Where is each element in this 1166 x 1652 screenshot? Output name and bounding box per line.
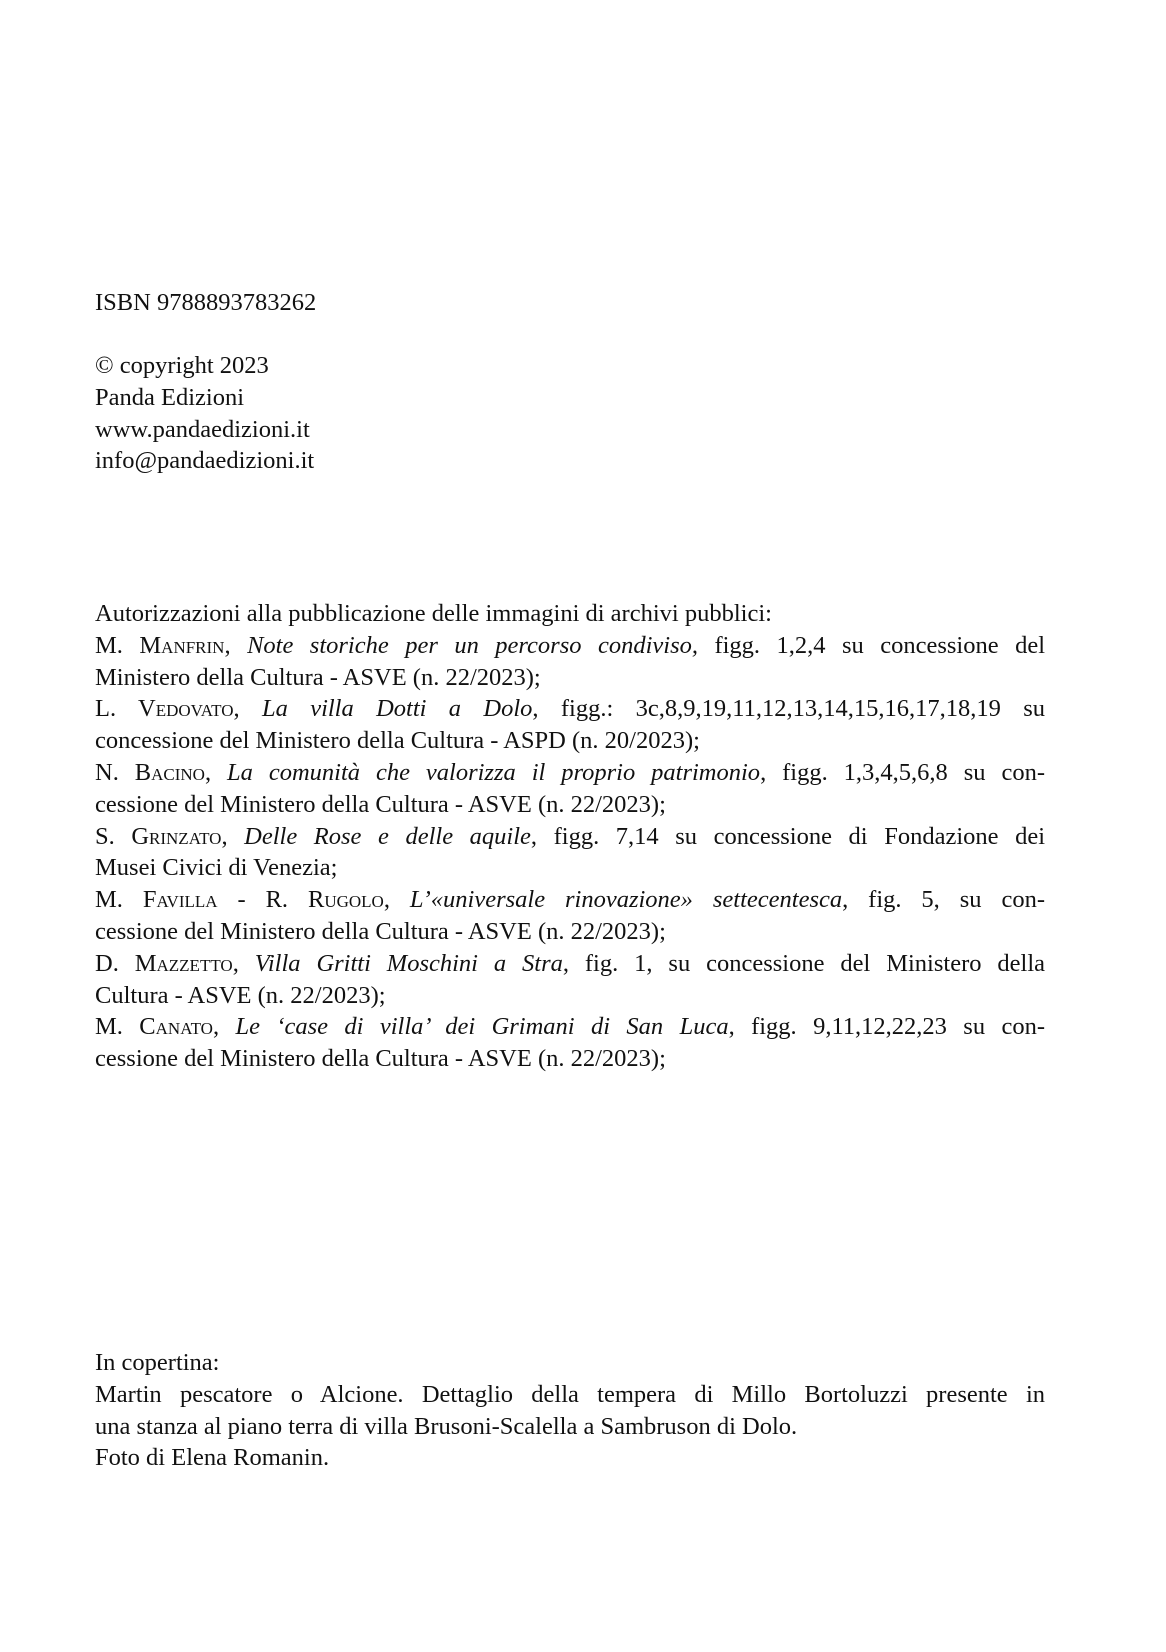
separator: , (204, 758, 228, 786)
cover-credits-section (95, 1347, 1045, 1474)
separator: , (221, 822, 245, 850)
separator: , (233, 695, 262, 723)
authorization-entry-line (95, 693, 1045, 725)
authorization-entry-line (95, 1011, 1045, 1043)
author-initial: M. F (95, 886, 157, 914)
essay-title: Le ‘case di villa’ dei Grimani di San Luca (235, 1013, 729, 1041)
authorization-entry-continuation: concessione del Ministero della Cultura - ASPD (n. 20/2023); (95, 727, 700, 755)
author-surname: edovato (155, 695, 234, 723)
author-initial: L. V (95, 695, 156, 723)
figures-text: , figg.: 3c,8,9,19,11,12,13,14,15,16,17,18,19 su (532, 695, 1046, 723)
publisher-email: info@pandaedizioni.it (95, 447, 315, 475)
essay-title: La villa Dotti a Dolo (261, 695, 533, 723)
separator: , (224, 631, 248, 659)
author-initial: M. C (95, 1013, 156, 1041)
author-initial: S. G (95, 822, 150, 850)
copyright-section (95, 350, 1045, 477)
isbn-section (95, 287, 1045, 319)
author-surname: avilla (156, 886, 218, 914)
author-surname: anato (155, 1013, 213, 1041)
author-initial: M. M (95, 631, 162, 659)
authorization-entry-continuation: cessione del Ministero della Cultura - ASVE (n. 22/2023); (95, 790, 666, 818)
authorizations-heading: Autorizzazioni alla pubblicazione delle immagini di archivi pubblici: (95, 600, 772, 627)
isbn-line: ISBN 9788893783262 (95, 289, 317, 316)
separator: , (232, 949, 255, 977)
essay-title: L’«universale rinovazione» settecentesca (409, 886, 843, 914)
author-initial: R. R (265, 886, 325, 914)
authorization-entry-line (95, 884, 1045, 916)
cover-heading: In copertina: (95, 1349, 220, 1376)
separator: , (383, 886, 410, 914)
author-surname: azzetto (156, 949, 233, 977)
author-surname: rinzato (149, 822, 222, 850)
figures-text: , figg. 1,3,4,5,6,8 su con- (760, 758, 1045, 786)
figures-text: , figg. 9,11,12,22,23 su con- (728, 1013, 1045, 1041)
authorization-entry-continuation: Ministero della Cultura - ASVE (n. 22/2023); (95, 663, 541, 691)
author-initial: N. B (95, 758, 152, 786)
authorization-entry-line (95, 821, 1045, 853)
authorization-entry-line (95, 630, 1045, 662)
figures-text: , fig. 5, su con- (842, 886, 1045, 914)
cover-description-line: una stanza al piano terra di villa Brusoni-Scalella a Sambruson di Dolo. (95, 1412, 798, 1440)
essay-title: Delle Rose e delle aquile (244, 822, 531, 850)
authorization-entry-line (95, 757, 1045, 789)
author-surname: anfrin (161, 631, 225, 659)
author-initial: D. M (95, 949, 157, 977)
publisher-website: www.pandaedizioni.it (95, 415, 310, 443)
figures-text: figg. 1,2,4 su concessione del (697, 631, 1046, 659)
separator: , (212, 1013, 236, 1041)
figures-text: , fig. 1, su concessione del Ministero della (562, 949, 1045, 977)
essay-title: La comunità che valorizza il proprio patrimonio (227, 758, 761, 786)
authorization-entry-continuation: cessione del Ministero della Cultura - ASVE (n. 22/2023); (95, 1045, 666, 1073)
authorization-entry-line (95, 948, 1045, 980)
author-surname: ugolo (324, 886, 384, 914)
authorization-entry-continuation: Musei Civici di Venezia; (95, 854, 338, 882)
cover-description-line: Martin pescatore o Alcione. Dettaglio della tempera di Millo Bortoluzzi presente in (95, 1380, 1045, 1408)
copyright-line: © copyright 2023 (95, 352, 269, 379)
publisher-name: Panda Edizioni (95, 383, 245, 411)
cover-photo-credit: Foto di Elena Romanin. (95, 1444, 330, 1472)
author-surname: acino (151, 758, 205, 786)
separator: - (217, 886, 266, 914)
authorization-entry-continuation: cessione del Ministero della Cultura - ASVE (n. 22/2023); (95, 917, 666, 945)
figures-text: , figg. 7,14 su concessione di Fondazione dei (530, 822, 1046, 850)
essay-title: Villa Gritti Moschini a Stra (254, 949, 563, 977)
authorizations-section (95, 598, 1045, 1075)
authorization-entry-continuation: Cultura - ASVE (n. 22/2023); (95, 981, 386, 1009)
essay-title: Note storiche per un percorso condiviso, (247, 631, 698, 659)
